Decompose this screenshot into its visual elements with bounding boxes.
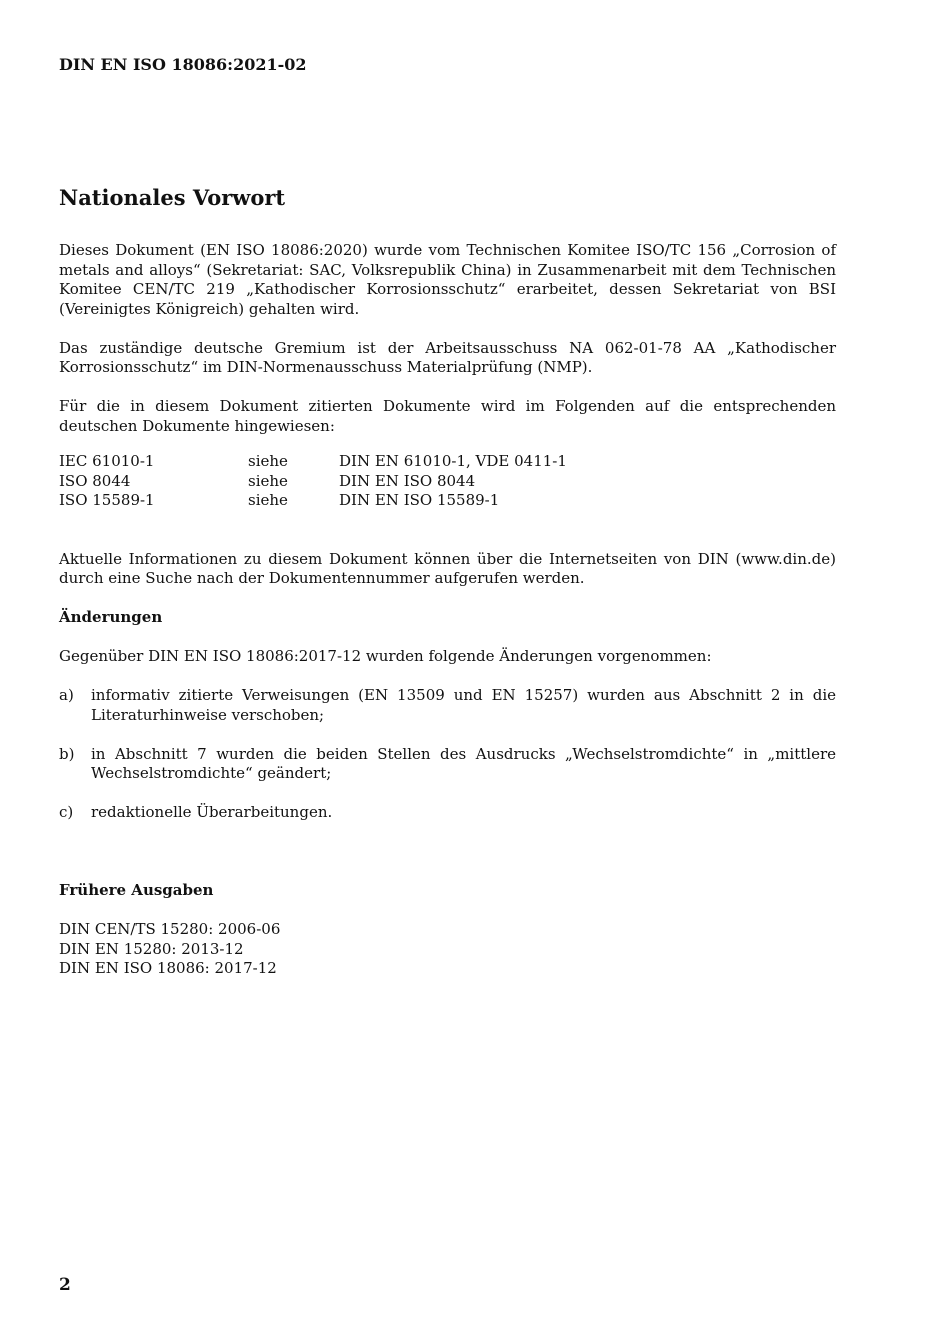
reference-doc: ISO 8044 — [59, 471, 131, 490]
page-title: Nationales Vorwort — [59, 185, 286, 210]
list-marker: a) — [59, 686, 74, 704]
changes-intro: Gegenüber DIN EN ISO 18086:2017-12 wurden folgende Änderungen vorgenommen: — [59, 647, 712, 665]
list-item: DIN EN 15280: 2013-12 — [59, 939, 244, 958]
earlier-editions-list — [59, 920, 836, 979]
document-body — [59, 241, 836, 979]
reference-siehe: siehe — [248, 471, 288, 490]
reference-doc: IEC 61010-1 — [59, 452, 155, 470]
changes-heading: Änderungen — [59, 608, 163, 626]
list-item-text: in Abschnitt 7 wurden die beiden Stellen des Ausdrucks „Wechselstromdichte“ in „mittlere Wechselstromdichte“ geändert; — [91, 744, 836, 782]
list-item — [59, 803, 836, 823]
list-item-text: informativ zitierte Verweisungen (EN 13509 und EN 15257) wurden aus Abschnitt 2 in die Literaturhinweise verschoben; — [91, 686, 836, 724]
document-header-id: DIN EN ISO 18086:2021-02 — [59, 55, 307, 74]
reference-german: DIN EN ISO 15589-1 — [339, 491, 500, 509]
earlier-editions-heading: Frühere Ausgaben — [59, 881, 214, 899]
page-number: 2 — [59, 1275, 71, 1295]
reference-siehe: siehe — [248, 452, 288, 470]
reference-table — [59, 452, 836, 511]
paragraph-responsible-body: Das zuständige deutsche Gremium ist der Arbeitsausschuss NA 062-01-78 AA „Kathodischer Korrosionsschutz“ im DIN-Normenausschuss Materialprüfung (NMP). — [59, 338, 836, 376]
changes-list — [59, 686, 836, 823]
list-marker: c) — [59, 803, 74, 821]
paragraph-committee: Dieses Dokument (EN ISO 18086:2020) wurde vom Technischen Komitee ISO/TC 156 „Corrosion of metals and alloys“ (Sekretariat: SAC, Volksrepublik China) in Zusammenarbeit mit dem Technischen Komitee CEN/TC 219 „Kathodischer Korrosionsschutz“ erarbeitet, dessen Sekretariat von BSI (Vereinigtes Königreich) gehalten wird. — [59, 241, 836, 318]
document-page — [59, 0, 836, 1343]
list-item — [59, 745, 836, 784]
list-item — [59, 686, 836, 725]
list-item: DIN CEN/TS 15280: 2006-06 — [59, 920, 281, 938]
list-item: DIN EN ISO 18086: 2017-12 — [59, 959, 277, 977]
paragraph-current-info: Aktuelle Informationen zu diesem Dokument können über die Internetseiten von DIN (www.din.de) durch eine Suche nach der Dokumentennummer aufgerufen werden. — [59, 549, 836, 587]
paragraph-references-intro: Für die in diesem Dokument zitierten Dokumente wird im Folgenden auf die entsprechenden deutschen Dokumente hingewiesen: — [59, 397, 836, 435]
list-marker: b) — [59, 744, 75, 763]
reference-doc: ISO 15589-1 — [59, 491, 155, 509]
reference-siehe: siehe — [248, 491, 288, 509]
reference-german: DIN EN ISO 8044 — [339, 471, 476, 490]
table-row — [59, 452, 836, 472]
reference-german: DIN EN 61010-1, VDE 0411-1 — [339, 452, 567, 470]
table-row — [59, 491, 836, 511]
list-item-text: redaktionelle Überarbeitungen. — [91, 803, 333, 821]
table-row — [59, 472, 836, 492]
